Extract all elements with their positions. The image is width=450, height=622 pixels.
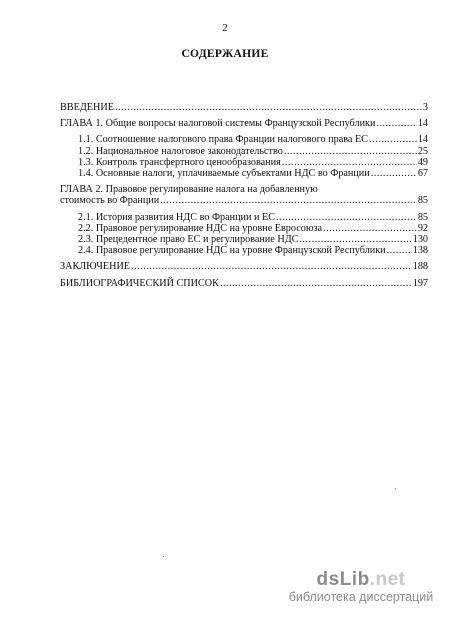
toc-entry-label: ГЛАВА 1. Общие вопросы налоговой системы Французской Республики — [60, 118, 376, 130]
page-title: СОДЕРЖАНИЕ — [181, 48, 269, 60]
leader-dots — [131, 261, 412, 272]
toc-entry-section-2-2[interactable] — [60, 223, 428, 234]
toc-entry-label: 2.4. Правовое регулирование НДС на уровне Французской Республики — [78, 245, 386, 257]
toc-entry-label: 2.2. Правовое регулирование НДС на уровне Евросоюза — [78, 222, 323, 234]
toc-entry-chapter-2[interactable] — [60, 184, 428, 206]
toc-entry-label-line-2: стоимость во Франции — [60, 195, 160, 207]
watermark-caption: библиотека диссертаций — [288, 590, 434, 604]
toc-entry-page: 85 — [417, 195, 428, 207]
toc-entry-page: 138 — [412, 245, 428, 257]
toc-entry-label: 1.1. Соотношение налогового права Франции налогового права ЕС — [78, 134, 368, 146]
leader-dots — [220, 278, 412, 289]
watermark-brand-tld: .net — [369, 569, 406, 590]
leader-dots — [323, 223, 417, 234]
toc-entry-label: ЗАКЛЮЧЕНИЕ — [60, 261, 131, 273]
toc-entry-label: 1.2. Национальное налоговое законодательство — [78, 145, 283, 157]
toc-entry-section-2-4[interactable] — [60, 245, 428, 256]
leader-dots — [276, 212, 417, 223]
toc-entry-section-1-3[interactable] — [60, 157, 428, 168]
toc-entry-section-2-1[interactable] — [60, 212, 428, 223]
toc-entry-page: 85 — [417, 211, 428, 223]
toc-entry-page: 197 — [412, 277, 428, 289]
toc-entry-label: 2.1. История развития НДС во Франции и ЕС — [78, 211, 275, 223]
leader-dots — [369, 134, 417, 145]
toc-entry-label: 1.4. Основные налоги, уплачиваемые субъектами НДС во Франции — [78, 168, 370, 180]
toc-entry-label: 1.3. Контроль трансфертного ценообразования — [78, 156, 281, 168]
toc-entry-page: 67 — [417, 168, 428, 180]
leader-dots — [282, 157, 417, 168]
toc-entry-page: 25 — [417, 145, 428, 157]
toc-entry-section-2-3[interactable] — [60, 234, 428, 245]
toc-entry-label: ВВЕДЕНИЕ — [60, 102, 114, 113]
toc-entry-page: 3 — [422, 102, 428, 113]
toc-entry-section-1-2[interactable] — [60, 146, 428, 157]
toc-entry-bibliography[interactable] — [60, 278, 428, 289]
watermark-logo — [286, 569, 436, 591]
watermark-brand-main: dsLib — [316, 569, 370, 590]
scan-speck — [395, 488, 396, 489]
leader-dots — [376, 118, 416, 129]
page-number: 2 — [222, 22, 228, 34]
scan-speck — [163, 556, 164, 557]
toc-entry-chapter-1[interactable] — [60, 118, 428, 129]
toc-entry-page: 14 — [417, 134, 428, 146]
toc-entry-page: 49 — [417, 156, 428, 168]
toc-entry-label: БИБЛИОГРАФИЧЕСКИЙ СПИСОК — [60, 277, 219, 289]
watermark — [286, 569, 436, 604]
leader-dots — [387, 245, 412, 256]
toc-entry-introduction[interactable] — [60, 102, 428, 113]
table-of-contents — [60, 102, 428, 289]
leader-dots — [115, 102, 422, 113]
toc-entry-conclusion[interactable] — [60, 261, 428, 272]
toc-entry-page: 14 — [417, 118, 428, 130]
leader-dots — [299, 234, 411, 245]
toc-entry-page: 130 — [412, 234, 428, 246]
toc-entry-label: 2.3. Прецедентное право ЕС и регулирование НДС — [78, 234, 299, 246]
toc-entry-section-1-4[interactable] — [60, 168, 428, 179]
leader-dots — [371, 168, 417, 179]
leader-dots — [160, 195, 417, 206]
toc-entry-page: 92 — [417, 222, 428, 234]
toc-entry-label-line-1: ГЛАВА 2. Правовое регулирование налога на добавленную — [60, 184, 318, 196]
leader-dots — [284, 146, 417, 157]
toc-entry-section-1-1[interactable] — [60, 134, 428, 145]
toc-entry-page: 188 — [412, 261, 428, 273]
